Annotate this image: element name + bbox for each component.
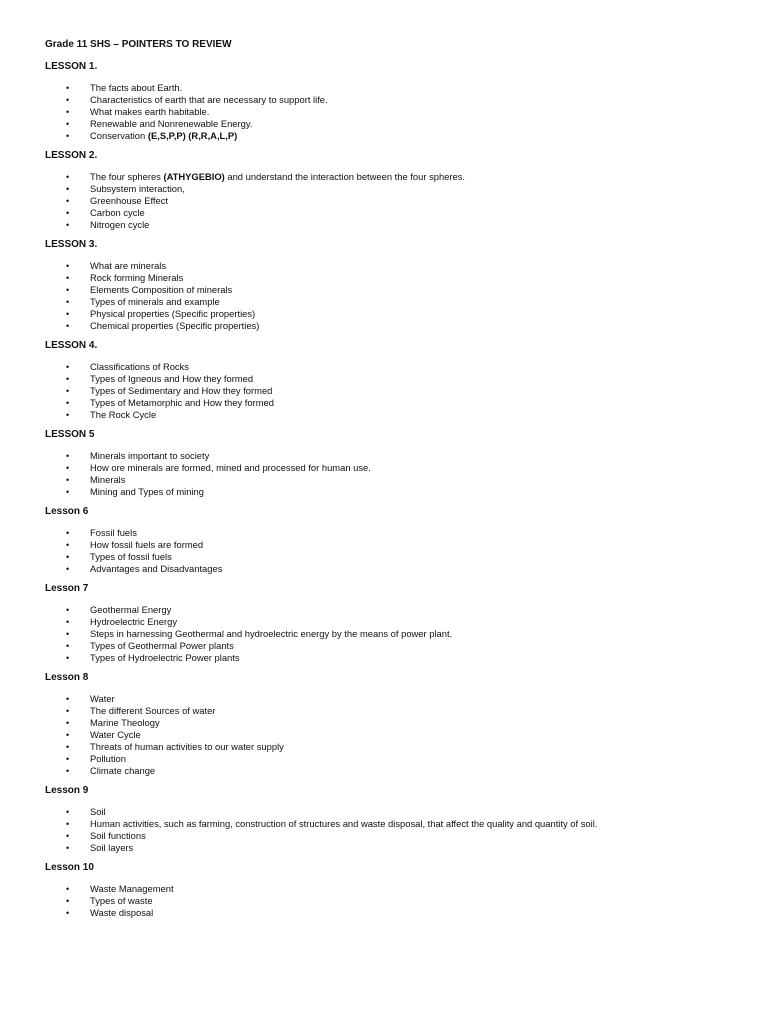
list-item-text: Types of Sedimentary and How they formed (90, 385, 273, 396)
bullet-icon: • (66, 742, 70, 752)
list-item-text: Renewable and Nonrenewable Energy. (90, 118, 253, 129)
list-item (45, 130, 728, 142)
bullet-icon: • (66, 321, 70, 331)
list-item-text: Climate change (90, 765, 156, 776)
bullet-icon: • (66, 843, 70, 853)
list-item (45, 272, 728, 284)
bullet-icon: • (66, 487, 70, 497)
bullet-list (45, 883, 728, 919)
bullet-icon: • (66, 896, 70, 906)
bullet-list (45, 361, 728, 421)
bullet-icon: • (66, 718, 70, 728)
list-item (45, 284, 728, 296)
list-item (45, 308, 728, 320)
bullet-icon: • (66, 908, 70, 918)
lesson-section (45, 428, 728, 498)
list-item (45, 539, 728, 551)
list-item-text: Soil layers (90, 842, 134, 853)
list-item-text: Marine Theology (90, 717, 160, 728)
list-item (45, 195, 728, 207)
bullet-icon: • (66, 641, 70, 651)
lesson-heading: LESSON 4. (45, 340, 98, 351)
list-item (45, 705, 728, 717)
bullet-icon: • (66, 475, 70, 485)
bullet-list (45, 171, 728, 231)
list-item-text: Waste Management (90, 883, 174, 894)
list-item (45, 883, 728, 895)
bullet-icon: • (66, 617, 70, 627)
bullet-icon: • (66, 540, 70, 550)
list-item (45, 616, 728, 628)
list-item-text: Chemical properties (Specific properties) (90, 320, 260, 331)
bullet-icon: • (66, 528, 70, 538)
bullet-icon: • (66, 819, 70, 829)
lesson-section (45, 505, 728, 575)
list-item-text: The Rock Cycle (90, 409, 157, 420)
bullet-icon: • (66, 83, 70, 93)
list-item (45, 907, 728, 919)
bullet-icon: • (66, 552, 70, 562)
list-item (45, 82, 728, 94)
list-item (45, 604, 728, 616)
list-item-text: Conservation (90, 130, 148, 141)
list-item-text: Types of Metamorphic and How they formed (90, 397, 274, 408)
bullet-icon: • (66, 730, 70, 740)
list-item-bold-text: (ATHYGEBIO) (163, 171, 225, 182)
list-item-text: Human activities, such as farming, construction of structures and waste disposal, that affect the quality and quantity of soil. (90, 818, 598, 829)
list-item-text: What are minerals (90, 260, 167, 271)
list-item-text: Fossil fuels (90, 527, 137, 538)
list-item-text: Types of minerals and example (90, 296, 220, 307)
bullet-icon: • (66, 374, 70, 384)
list-item (45, 118, 728, 130)
list-item (45, 171, 728, 183)
list-item (45, 94, 728, 106)
lesson-section (45, 60, 728, 142)
bullet-icon: • (66, 766, 70, 776)
bullet-icon: • (66, 807, 70, 817)
list-item-text: Soil functions (90, 830, 146, 841)
list-item-text: Pollution (90, 753, 126, 764)
document-title: Grade 11 SHS – POINTERS TO REVIEW (45, 39, 232, 50)
list-item-text: Carbon cycle (90, 207, 145, 218)
bullet-icon: • (66, 196, 70, 206)
list-item (45, 373, 728, 385)
list-item (45, 450, 728, 462)
list-item (45, 106, 728, 118)
list-item-text: Nitrogen cycle (90, 219, 150, 230)
list-item-text: Soil (90, 806, 106, 817)
list-item (45, 551, 728, 563)
bullet-icon: • (66, 107, 70, 117)
list-item (45, 260, 728, 272)
bullet-icon: • (66, 285, 70, 295)
lessons-container (45, 60, 728, 919)
list-item (45, 183, 728, 195)
list-item-text: The four spheres (90, 171, 164, 182)
list-item (45, 753, 728, 765)
list-item (45, 717, 728, 729)
bullet-icon: • (66, 95, 70, 105)
list-item (45, 486, 728, 498)
list-item-bold-text: (E,S,P,P) (R,R,A,L,P) (147, 130, 238, 141)
lesson-section (45, 861, 728, 919)
bullet-icon: • (66, 386, 70, 396)
bullet-icon: • (66, 273, 70, 283)
list-item (45, 806, 728, 818)
list-item (45, 895, 728, 907)
bullet-icon: • (66, 297, 70, 307)
list-item-text: Types of Hydroelectric Power plants (90, 652, 240, 663)
bullet-icon: • (66, 831, 70, 841)
list-item (45, 397, 728, 409)
list-item (45, 563, 728, 575)
list-item-text: Elements Composition of minerals (90, 284, 233, 295)
list-item (45, 219, 728, 231)
bullet-icon: • (66, 451, 70, 461)
bullet-icon: • (66, 309, 70, 319)
list-item-text: What makes earth habitable. (90, 106, 210, 117)
bullet-icon: • (66, 261, 70, 271)
list-item (45, 462, 728, 474)
lesson-section (45, 582, 728, 664)
bullet-icon: • (66, 694, 70, 704)
lesson-heading: LESSON 3. (45, 239, 98, 250)
list-item (45, 640, 728, 652)
list-item-text: Classifications of Rocks (90, 361, 189, 372)
list-item-text: How ore minerals are formed, mined and processed for human use. (90, 462, 371, 473)
bullet-icon: • (66, 410, 70, 420)
lesson-section (45, 784, 728, 854)
bullet-icon: • (66, 706, 70, 716)
bullet-icon: • (66, 172, 70, 182)
list-item-text: Mining and Types of mining (90, 486, 204, 497)
bullet-icon: • (66, 208, 70, 218)
lesson-heading: LESSON 2. (45, 150, 98, 161)
list-item-text: Greenhouse Effect (90, 195, 169, 206)
list-item-text: Steps in harnessing Geothermal and hydroelectric energy by the means of power plant. (90, 628, 453, 639)
list-item (45, 320, 728, 332)
bullet-icon: • (66, 884, 70, 894)
list-item (45, 818, 728, 830)
list-item-text: Geothermal Energy (90, 604, 172, 615)
list-item (45, 842, 728, 854)
lesson-heading: Lesson 7 (45, 583, 89, 594)
list-item-text: Types of Geothermal Power plants (90, 640, 234, 651)
list-item-text: and understand the interaction between the four spheres. (224, 171, 466, 182)
bullet-icon: • (66, 119, 70, 129)
lesson-section (45, 149, 728, 231)
list-item-text: How fossil fuels are formed (90, 539, 204, 550)
list-item (45, 693, 728, 705)
bullet-list (45, 82, 728, 142)
list-item (45, 361, 728, 373)
list-item (45, 207, 728, 219)
bullet-list (45, 693, 728, 777)
bullet-list (45, 604, 728, 664)
bullet-list (45, 806, 728, 854)
bullet-list (45, 260, 728, 332)
bullet-icon: • (66, 564, 70, 574)
list-item-text: Waste disposal (90, 907, 154, 918)
lesson-section (45, 238, 728, 332)
bullet-icon: • (66, 131, 70, 141)
list-item (45, 628, 728, 640)
list-item-text: The facts about Earth. (90, 82, 183, 93)
list-item (45, 296, 728, 308)
list-item-text: Water Cycle (90, 729, 141, 740)
bullet-icon: • (66, 184, 70, 194)
list-item-text: Minerals (90, 474, 126, 485)
lesson-heading: Lesson 9 (45, 785, 89, 796)
list-item (45, 729, 728, 741)
lesson-section (45, 339, 728, 421)
list-item-text: Subsystem interaction, (90, 183, 185, 194)
lesson-heading: LESSON 5 (45, 429, 95, 440)
list-item (45, 527, 728, 539)
bullet-icon: • (66, 605, 70, 615)
lesson-heading: Lesson 8 (45, 672, 89, 683)
list-item-text: Types of waste (90, 895, 153, 906)
list-item (45, 830, 728, 842)
list-item-text: Water (90, 693, 115, 704)
bullet-icon: • (66, 220, 70, 230)
list-item-text: Advantages and Disadvantages (90, 563, 223, 574)
bullet-icon: • (66, 629, 70, 639)
bullet-icon: • (66, 463, 70, 473)
lesson-section (45, 671, 728, 777)
list-item (45, 409, 728, 421)
list-item-text: Physical properties (Specific properties) (90, 308, 256, 319)
list-item-text: Hydroelectric Energy (90, 616, 178, 627)
list-item-text: Types of fossil fuels (90, 551, 172, 562)
list-item (45, 652, 728, 664)
list-item (45, 385, 728, 397)
list-item (45, 741, 728, 753)
lesson-heading: LESSON 1. (45, 61, 98, 72)
list-item (45, 765, 728, 777)
bullet-icon: • (66, 362, 70, 372)
lesson-heading: Lesson 6 (45, 506, 89, 517)
list-item-text: Threats of human activities to our water supply (90, 741, 284, 752)
list-item (45, 474, 728, 486)
bullet-icon: • (66, 653, 70, 663)
bullet-icon: • (66, 754, 70, 764)
bullet-icon: • (66, 398, 70, 408)
lesson-heading: Lesson 10 (45, 862, 94, 873)
list-item-text: Rock forming Minerals (90, 272, 184, 283)
list-item-text: The different Sources of water (90, 705, 216, 716)
list-item-text: Minerals important to society (90, 450, 210, 461)
list-item-text: Types of Igneous and How they formed (90, 373, 254, 384)
bullet-list (45, 527, 728, 575)
bullet-list (45, 450, 728, 498)
list-item-text: Characteristics of earth that are necessary to support life. (90, 94, 328, 105)
